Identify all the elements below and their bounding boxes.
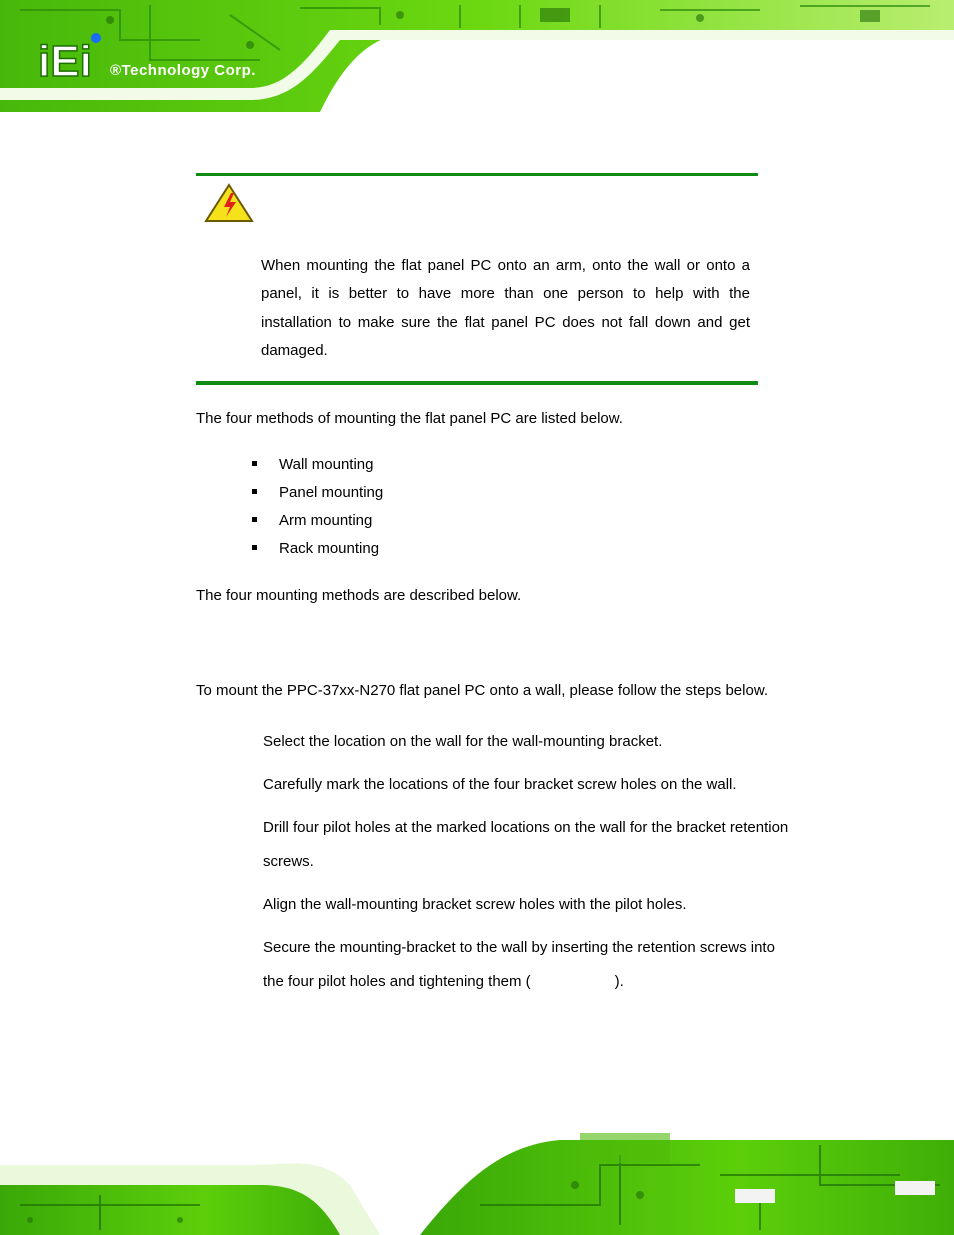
step-text: Secure the mounting-bracket to the wall by inserting the retention screws into xyxy=(263,939,775,956)
page-footer-banner xyxy=(0,1125,954,1235)
warning-bottom-rule xyxy=(196,381,758,385)
warning-triangle-icon xyxy=(204,183,254,223)
list-item: Wall mounting xyxy=(252,455,373,475)
bullet-icon xyxy=(252,461,257,466)
warning-line: installation to make sure the flat panel PC does not fall down and get xyxy=(261,313,750,331)
warning-line: damaged. xyxy=(261,342,328,360)
page-header-banner xyxy=(0,0,954,112)
bullet-icon xyxy=(252,489,257,494)
list-item: Rack mounting xyxy=(252,539,379,559)
bullet-icon xyxy=(252,545,257,550)
step-text: Align the wall-mounting bracket screw holes with the pilot holes. xyxy=(263,896,687,913)
intro-paragraph: The four methods of mounting the flat panel PC are listed below. xyxy=(196,410,623,427)
warning-line: When mounting the flat panel PC onto an arm, onto the wall or onto a xyxy=(261,257,750,274)
bullet-icon xyxy=(252,517,257,522)
step-text: screws. xyxy=(263,853,314,870)
warning-text xyxy=(261,252,750,366)
described-paragraph: The four mounting methods are described below. xyxy=(196,587,522,604)
step-text: the four pilot holes and tightening them ( ). xyxy=(263,973,624,990)
wall-intro-paragraph: To mount the PPC-37xx-N270 flat panel PC onto a wall, please follow the steps below. xyxy=(196,682,768,699)
step-text: Drill four pilot holes at the marked locations on the wall for the bracket retention xyxy=(263,819,789,836)
warning-top-rule xyxy=(196,173,758,176)
list-item: Arm mounting xyxy=(252,511,372,531)
company-name: ®Technology Corp. xyxy=(110,62,256,79)
warning-line: panel, it is better to have more than one person to help with the xyxy=(261,285,750,303)
step-text: Carefully mark the locations of the four bracket screw holes on the wall. xyxy=(263,776,737,793)
step-text: Select the location on the wall for the wall-mounting bracket. xyxy=(263,733,663,750)
logo: iEi xyxy=(38,37,92,86)
list-item: Panel mounting xyxy=(252,483,383,503)
